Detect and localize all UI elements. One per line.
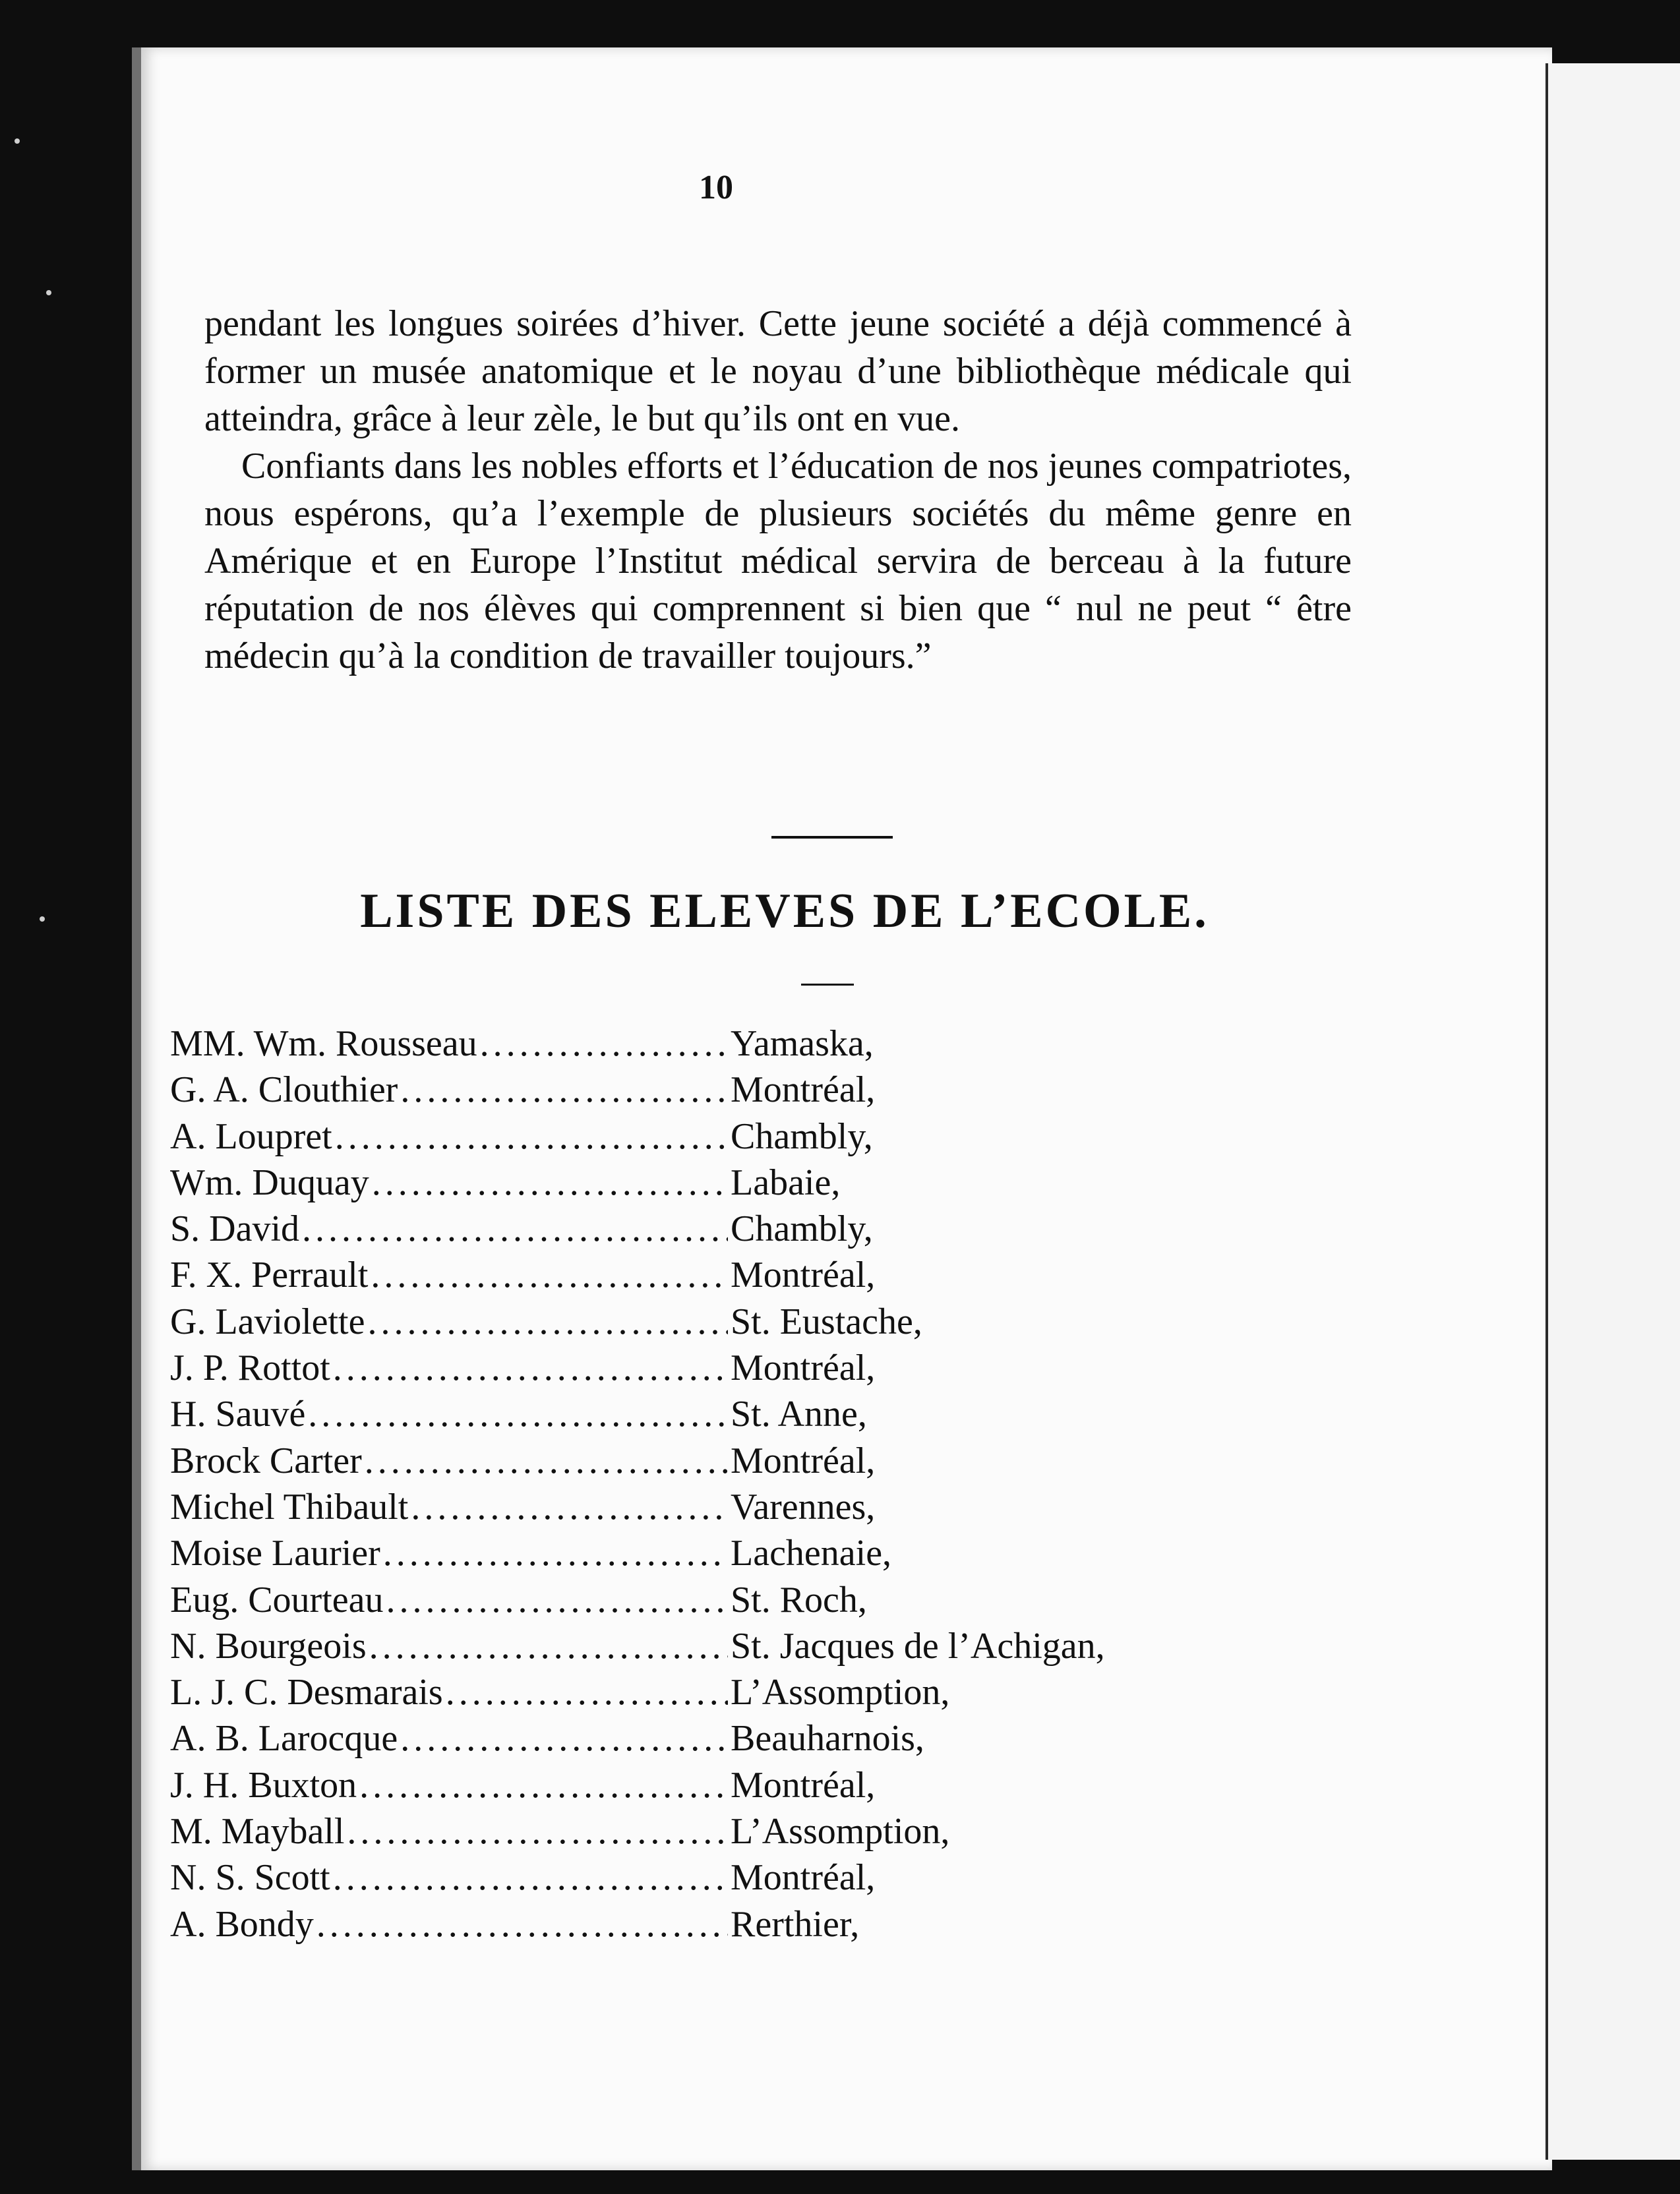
student-place: St. Eustache, (731, 1301, 922, 1342)
student-name: J. P. Rottot (170, 1348, 330, 1389)
student-place: Montréal, (731, 1440, 876, 1481)
facing-page-edge (1545, 63, 1680, 2160)
student-name: Michel Thibault (170, 1486, 409, 1527)
student-entry (170, 1299, 1344, 1345)
student-place: L’Assomption, (731, 1811, 950, 1853)
student-name: G. A. Clouthier (170, 1069, 398, 1111)
leader-dots (359, 1762, 728, 1808)
leader-dots (316, 1901, 728, 1947)
student-place: Labaie, (731, 1162, 841, 1203)
student-entry (170, 1808, 1344, 1854)
student-name: F. X. Perrault (170, 1255, 369, 1296)
student-name: H. Sauvé (170, 1394, 306, 1435)
student-place: St. Jacques de l’Achigan, (731, 1625, 1105, 1667)
student-name: A. B. Larocque (170, 1718, 398, 1760)
student-entry (170, 1391, 1344, 1437)
student-name: Moise Laurier (170, 1533, 380, 1574)
student-name: M. Mayball (170, 1811, 345, 1853)
paragraph-1: pendant les longues soirées d’hiver. Cette jeune société a déjà commencé à former un musée anatomique et le noyau d’une bibliothèque médicale qui atteindra, grâce à leur zèle, le but qu’ils ont en vue. (204, 303, 1352, 439)
leader-dots (372, 1160, 728, 1206)
student-place: St. Roch, (731, 1579, 867, 1620)
student-place: Chambly, (731, 1208, 873, 1250)
page-number: 10 (699, 169, 733, 206)
student-entry (170, 1762, 1344, 1808)
student-name: Eug. Courteau (170, 1579, 384, 1620)
student-name: Wm. Duquay (170, 1162, 369, 1203)
student-name: A. Bondy (170, 1903, 314, 1945)
student-place: Chambly, (731, 1115, 873, 1157)
leader-dots (367, 1299, 728, 1345)
student-place: Rerthier, (731, 1903, 860, 1945)
student-list (170, 1021, 1344, 1947)
leader-dots (411, 1484, 728, 1530)
student-entry (170, 1206, 1344, 1252)
student-entry (170, 1623, 1344, 1669)
student-name: N. Bourgeois (170, 1625, 367, 1667)
student-entry (170, 1484, 1344, 1530)
student-name: G. Laviolette (170, 1301, 365, 1342)
student-entry (170, 1577, 1344, 1623)
student-entry (170, 1067, 1344, 1113)
student-place: Montréal, (731, 1764, 876, 1806)
leader-dots (308, 1391, 728, 1437)
section-divider (771, 836, 893, 839)
student-entry (170, 1021, 1344, 1067)
body-text (204, 300, 1352, 680)
student-entry (170, 1715, 1344, 1762)
leader-dots (400, 1067, 728, 1113)
student-place: Montréal, (731, 1069, 876, 1111)
leader-dots (335, 1113, 728, 1160)
student-entry (170, 1669, 1344, 1715)
student-place: Varennes, (731, 1486, 876, 1527)
student-place: L’Assomption, (731, 1672, 950, 1713)
leader-dots (333, 1345, 728, 1391)
student-name: A. Loupret (170, 1115, 332, 1157)
student-entry (170, 1345, 1344, 1391)
student-place: Yamaska, (731, 1023, 874, 1064)
student-name: S. David (170, 1208, 299, 1250)
student-entry (170, 1113, 1344, 1160)
student-entry (170, 1252, 1344, 1298)
leader-dots (302, 1206, 728, 1252)
list-heading: LISTE DES ELEVES DE L’ECOLE. (360, 884, 1209, 938)
student-name: N. S. Scott (170, 1857, 330, 1899)
student-name: Brock Carter (170, 1440, 362, 1481)
student-entry (170, 1160, 1344, 1206)
leader-dots (480, 1021, 728, 1067)
leader-dots (386, 1577, 728, 1623)
student-name: MM. Wm. Rousseau (170, 1023, 477, 1064)
leader-dots (347, 1808, 728, 1854)
leader-dots (333, 1854, 728, 1901)
student-place: St. Anne, (731, 1394, 867, 1435)
leader-dots (365, 1438, 728, 1484)
student-place: Beauharnois, (731, 1718, 924, 1760)
leader-dots (371, 1252, 728, 1298)
student-entry (170, 1530, 1344, 1576)
student-entry (170, 1901, 1344, 1947)
student-place: Montréal, (731, 1857, 876, 1899)
leader-dots (446, 1669, 728, 1715)
paragraph-2: Confiants dans les nobles efforts et l’éducation de nos jeunes compatriotes, nous espérons, qu’a l’exemple de plusieurs sociétés du même genre en Amérique et en Europe l’Institut médical servira de berceau à la future réputation de nos élèves qui comprennent si bien que “ nul ne peut “ être médecin qu’à la condition de travailler toujours.” (204, 446, 1352, 676)
student-entry (170, 1854, 1344, 1901)
leader-dots (369, 1623, 728, 1669)
leader-dots (400, 1715, 728, 1762)
heading-underline (801, 984, 854, 986)
student-place: Montréal, (731, 1255, 876, 1296)
student-entry (170, 1438, 1344, 1484)
student-place: Montréal, (731, 1348, 876, 1389)
student-name: L. J. C. Desmarais (170, 1672, 443, 1713)
student-name: J. H. Buxton (170, 1764, 357, 1806)
student-place: Lachenaie, (731, 1533, 892, 1574)
leader-dots (383, 1530, 728, 1576)
